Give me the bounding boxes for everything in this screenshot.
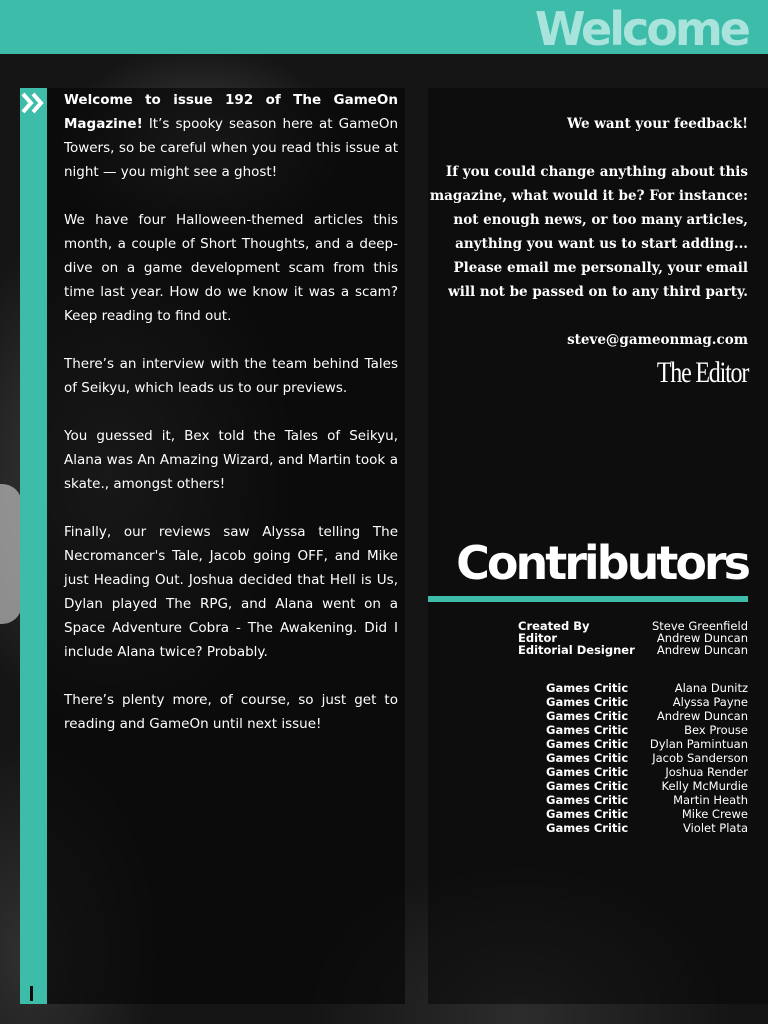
header-bar (0, 0, 768, 54)
feedback-email-link[interactable]: steve@gameonmag.com (567, 332, 748, 348)
editor-letter (64, 88, 398, 760)
critic-name: Dylan Pamintuan (649, 737, 748, 751)
critic-row (546, 737, 748, 751)
left-accent-stripe (20, 88, 47, 1004)
critic-role: Games Critic (546, 793, 629, 807)
credit-role: Editor (518, 631, 558, 645)
credit-role: Created By (518, 619, 590, 633)
credit-name: Andrew Duncan (656, 631, 748, 645)
critic-name: Violet Plata (682, 821, 748, 835)
critic-name: Andrew Duncan (656, 709, 748, 723)
credit-name: Steve Greenfield (651, 619, 748, 633)
critic-row (546, 793, 748, 807)
critic-row (546, 779, 748, 793)
critic-name: Bex Prouse (684, 723, 748, 737)
critic-row (546, 751, 748, 765)
critic-name: Kelly McMurdie (661, 779, 748, 793)
critic-role: Games Critic (546, 695, 629, 709)
page-title: Welcome (534, 2, 748, 56)
intro-paragraph-1 (64, 88, 398, 184)
critic-role: Games Critic (546, 765, 629, 779)
critic-row (546, 695, 748, 709)
critic-name: Jacob Sanderson (652, 751, 748, 765)
contributors-title: Contributors (456, 536, 748, 590)
intro-paragraph-2: We have four Halloween-themed articles this month, a couple of Short Thoughts, and a deep-dive on a game development scam from this time last year. How do we know it was a scam? Keep reading to find out. (64, 212, 398, 324)
critic-role: Games Critic (546, 737, 629, 751)
critic-row (546, 765, 748, 779)
critic-role: Games Critic (546, 807, 629, 821)
critic-role: Games Critic (546, 821, 629, 835)
critic-row (546, 709, 748, 723)
critic-row (546, 681, 748, 695)
credit-role: Editorial Designer (518, 643, 635, 657)
intro-paragraph-5: Finally, our reviews saw Alyssa telling The Necromancer's Tale, Jacob going OFF, and Mike just Heading Out. Joshua decided that Hell is Us, Dylan played The RPG, and Alana went on a Space Adventure Cobra - The Awakening. Did I include Alana twice? Probably. (64, 524, 398, 660)
critics-list (546, 681, 748, 835)
credits-list (518, 620, 748, 656)
critic-name: Alyssa Payne (672, 695, 748, 709)
contributors-divider (428, 596, 748, 602)
background-shape (0, 484, 22, 624)
critic-name: Alana Dunitz (674, 681, 748, 695)
feedback-section (428, 112, 748, 376)
feedback-heading: We want your feedback! (566, 116, 748, 132)
stacked-bars-icon (20, 984, 47, 1004)
double-chevron-right-icon (20, 88, 47, 118)
critic-role: Games Critic (546, 709, 629, 723)
critic-name: Joshua Render (665, 765, 748, 779)
credit-row (518, 644, 748, 656)
critic-role: Games Critic (546, 751, 629, 765)
critic-role: Games Critic (546, 723, 629, 737)
critic-role: Games Critic (546, 779, 629, 793)
critic-role: Games Critic (546, 681, 629, 695)
intro-lead: Welcome to issue 192 of The GameOn Magazine! (64, 92, 398, 132)
editor-signature: The Editor (656, 356, 748, 389)
intro-paragraph-4: You guessed it, Bex told the Tales of Seikyu, Alana was An Amazing Wizard, and Martin took a skate., amongst others! (64, 428, 398, 492)
intro-text-1: It’s spooky season here at GameOn Towers, so be careful when you read this issue at night — you might see a ghost! (64, 116, 399, 180)
critic-name: Martin Heath (673, 793, 748, 807)
intro-paragraph-3: There’s an interview with the team behind Tales of Seikyu, which leads us to our previews. (64, 356, 398, 396)
critic-row (546, 723, 748, 737)
critic-name: Mike Crewe (681, 807, 748, 821)
critic-row (546, 807, 748, 821)
credit-name: Andrew Duncan (656, 643, 748, 657)
intro-paragraph-6: There’s plenty more, of course, so just get to reading and GameOn until next issue! (64, 692, 398, 732)
critic-row (546, 821, 748, 835)
feedback-body: If you could change anything about this magazine, what would it be? For instance: not enough news, or too many articles, anything you want us to start adding... Please email me personally, your email will not be passed on to any third party. (429, 164, 748, 300)
